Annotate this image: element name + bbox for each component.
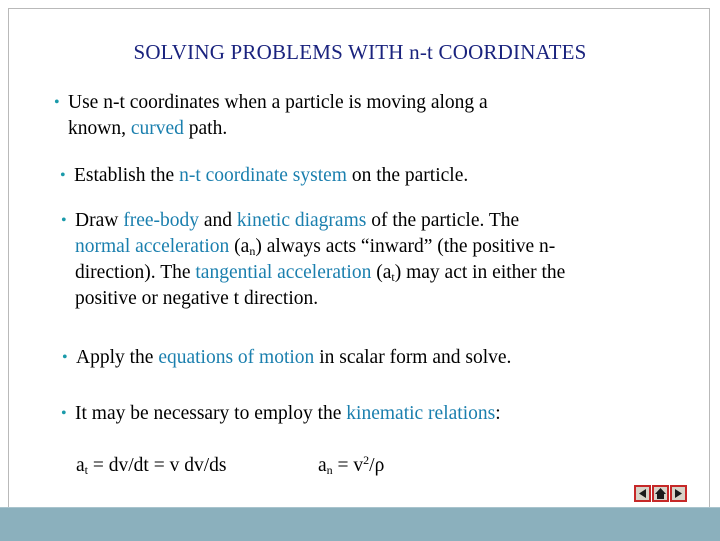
text: on the particle. <box>346 165 469 186</box>
text: and <box>199 210 237 231</box>
highlight-kinematic-relations: kinematic relations <box>346 403 496 424</box>
text: Establish the <box>74 165 180 186</box>
highlight-normal-acceleration: normal acceleration <box>75 236 230 257</box>
next-slide-button[interactable] <box>670 485 687 502</box>
highlight-curved: curved <box>130 118 184 139</box>
bullet-1-line-1: Use n-t coordinates when a particle is moving along a <box>68 92 488 113</box>
text: of the particle. The <box>366 210 520 231</box>
text: Apply the <box>76 347 159 368</box>
text: path. <box>183 118 228 139</box>
subscript-t: t <box>391 270 395 284</box>
subscript-t: t <box>84 463 88 477</box>
text: : <box>495 403 501 424</box>
home-button[interactable] <box>652 485 669 502</box>
bullet-dot-icon: • <box>61 405 67 422</box>
bullet-1 <box>54 90 488 142</box>
text: known, <box>68 118 131 139</box>
bullet-3 <box>61 208 566 312</box>
bullet-3-line-2 <box>75 234 565 260</box>
highlight-kinetic-diagrams: kinetic diagrams <box>236 210 367 231</box>
text: ) always acts “inward” (the positive n- <box>255 236 556 257</box>
subscript-n: n <box>249 244 256 258</box>
bullet-3-line-1 <box>75 208 565 234</box>
text: ) may act in either the <box>394 262 566 283</box>
bullet-dot-icon: • <box>62 349 68 366</box>
bullet-1-line-2 <box>68 116 488 142</box>
highlight-tangential-acceleration: tangential acceleration <box>195 262 372 283</box>
text: a <box>318 455 327 476</box>
subscript-n: n <box>326 463 333 477</box>
text: direction). The <box>75 262 196 283</box>
bullet-3-line-4: positive or negative t direction. <box>75 288 319 309</box>
equation-normal <box>318 455 384 477</box>
text: Draw <box>75 210 124 231</box>
text: a <box>76 455 85 476</box>
previous-slide-button[interactable] <box>634 485 651 502</box>
slide-title: SOLVING PROBLEMS WITH n-t COORDINATES <box>133 40 587 64</box>
text: = dv/dt = v dv/ds <box>88 455 227 476</box>
text: (a <box>371 262 392 283</box>
previous-icon <box>636 487 649 500</box>
bullet-dot-icon: • <box>60 167 66 184</box>
superscript-2: 2 <box>363 453 370 467</box>
bullet-4 <box>62 345 512 371</box>
text: /ρ <box>369 455 385 476</box>
highlight-equations-of-motion: equations of motion <box>158 347 315 368</box>
home-icon <box>654 487 667 500</box>
highlight-free-body: free-body <box>123 210 199 231</box>
text: = v <box>332 455 364 476</box>
bullet-5 <box>61 401 501 427</box>
bullet-3-line-3 <box>75 260 565 286</box>
bottom-bar <box>0 507 720 541</box>
equation-tangential <box>76 455 226 477</box>
text: It may be necessary to employ the <box>75 403 347 424</box>
text: (a <box>229 236 250 257</box>
bullet-dot-icon: • <box>54 94 60 111</box>
text: in scalar form and solve. <box>314 347 512 368</box>
highlight-nt-system: n-t coordinate system <box>179 165 347 186</box>
next-icon <box>672 487 685 500</box>
bullet-dot-icon: • <box>61 212 67 229</box>
bullet-2 <box>60 163 469 189</box>
